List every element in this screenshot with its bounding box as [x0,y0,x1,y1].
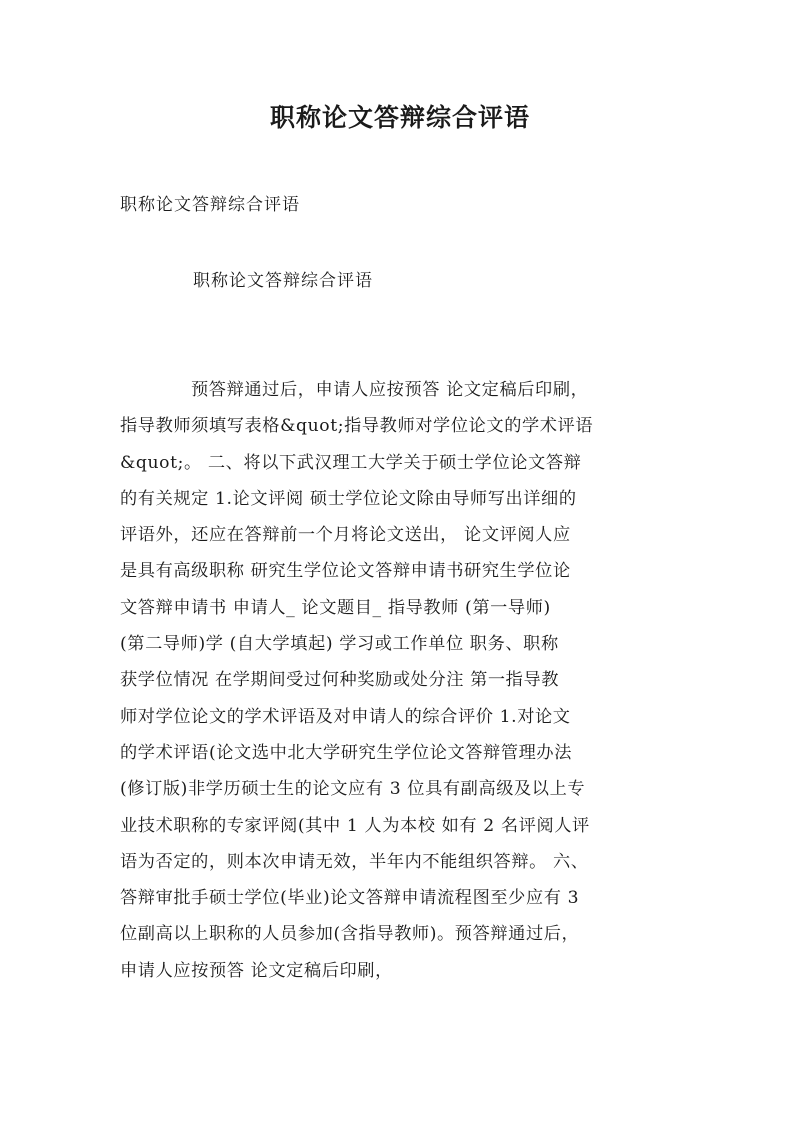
document-subtitle-indented: 职称论文答辩综合评语 [193,271,373,291]
body-line: &quot;。 二、将以下武汉理工大学关于硕士学位论文答辩 [120,452,582,473]
body-line: 的学术评语(论文选中北大学研究生学位论文答辩管理办法 [120,742,572,763]
body-line: 是具有高级职称 研究生学位论文答辩申请书研究生学位论 [120,561,571,582]
body-paragraph [120,372,690,989]
body-line: (修订版)非学历硕士生的论文应有 3 位具有副高级及以上专 [120,779,586,800]
body-line: 答辩审批手硕士学位(毕业)论文答辩申请流程图至少应有 3 [120,888,580,909]
document-subtitle: 职称论文答辩综合评语 [120,195,300,215]
body-line: 位副高以上职称的人员参加(含指导教师)。预答辩通过后， [120,924,580,945]
body-line: 获学位情况 在学期间受过何种奖励或处分注 第一指导教 [120,670,560,691]
body-line: 申请人应按预答 论文定稿后印刷， [120,960,393,981]
document-title: 职称论文答辩综合评语 [269,103,530,132]
body-line: 评语外，还应在答辩前一个月将论文送出， 论文评阅人应 [120,525,571,546]
body-line: 师对学位论文的学术评语及对申请人的综合评价 1.对论文 [120,706,571,727]
body-line: 文答辩申请书 申请人_ 论文题目_ 指导教师 (第一导师) [120,597,551,618]
body-line: 指导教师须填写表格&quot;指导教师对学位论文的学术评语 [120,416,594,437]
body-line: 预答辩通过后，申请人应按预答 论文定稿后印刷， [191,380,589,400]
body-line: 语为否定的，则本次申请无效，半年内不能组织答辩。 六、 [120,851,589,872]
body-line: 的有关规定 1.论文评阅 硕士学位论文除由导师写出详细的 [120,488,577,509]
body-line: 业技术职称的专家评阅(其中 1 人为本校 如有 2 名评阅人评 [120,815,590,836]
body-line: (第二导师)学 (自大学填起) 学习或工作单位 职务、职称 [120,634,559,655]
